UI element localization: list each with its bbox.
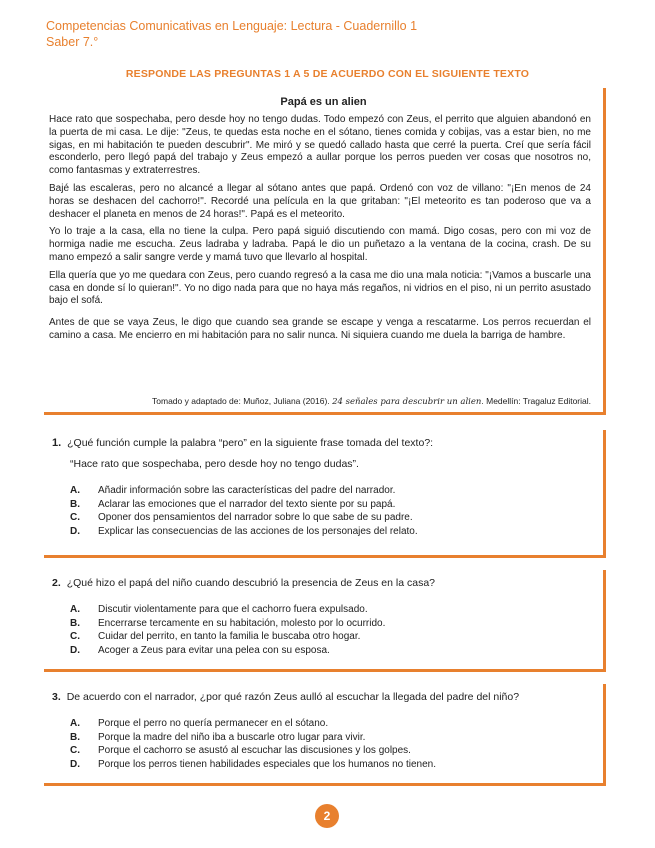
reading-paragraph-5: Antes de que se vaya Zeus, le digo que cuando sea grande se escape y venga a rescatarme. Los perros recuerdan el camino a casa. Me encierro en mi habitación para no salir nunca. Ni siquiera cuando me duela la barriga de hambre. — [49, 317, 591, 341]
option-letter: D. — [70, 644, 80, 656]
option-2d[interactable] — [70, 644, 603, 658]
reading-paragraph-2: Bajé las escaleras, pero no alcancé a llegar al sótano antes que papá. Ordenó con voz de villano: "¡En menos de 24 horas se deshacen del cachorro!". Recordé una película en la que gritaban: "¡El meteorito es tan poderoso que va a deshacer el planeta en menos de 24 horas!". Papá es el meteorito. — [49, 182, 591, 220]
option-letter: A. — [70, 604, 80, 615]
option-text: Porque los perros tienen habilidades especiales que los humanos no tienen. — [98, 758, 437, 770]
option-text: Añadir información sobre las características del padre del narrador. — [98, 485, 396, 496]
option-text: Discutir violentamente para que el cachorro fuera expulsado. — [98, 604, 368, 615]
option-text: Explicar las consecuencias de las acciones de los personajes del relato. — [98, 525, 418, 537]
option-letter: B. — [70, 498, 80, 510]
option-text: Cuidar del perrito, en tanto la familia le buscaba otro hogar. — [98, 631, 361, 642]
question-3-prompt: De acuerdo con el narrador, ¿por qué razón Zeus aulló al escuchar la llegada del padre del niño? — [66, 691, 520, 703]
question-1-box — [44, 430, 606, 558]
header-grade: Saber 7.° — [46, 35, 99, 49]
reading-paragraph-4: Ella quería que yo me quedara con Zeus, pero cuando regresó a la casa me dio una mala noticia: "¡Vamos a buscarle una casa en donde sí lo quieran!". Yo no digo nada para que no haya más regaños, ni vidrios en el piso, ni un perrito asustado bajo el sofá. — [49, 269, 591, 307]
source-prefix: Tomado y adaptado de: Muñoz, Juliana (2016). — [152, 396, 333, 406]
option-1d[interactable] — [70, 525, 603, 539]
question-2-options — [44, 603, 603, 657]
header-title: Competencias Comunicativas en Lenguaje: Lectura - Cuadernillo 1 — [46, 19, 418, 33]
option-3d[interactable] — [70, 758, 603, 772]
question-1-text — [52, 436, 595, 450]
reading-paragraph-1: Hace rato que sospechaba, pero desde hoy no tengo dudas. Todo empezó con Zeus, el perrito que alguien abandonó en la puerta de mi casa. Le dije: "Zeus, te quedas esta noche en el sótano, tienes comida y cobijas, vas a estar bien, no me sigas, en mi habitación te pueden descubrir". Me miró y se quedó callado hasta que cerré la puerta. Creí que sería fácil esconderlo, pero llegó papá del trabajo y Zeus empezó a aullar porque los perros pueden ver cosas que nosotros no, como fantasmas y extraterrestres. — [49, 114, 591, 177]
option-2c[interactable] — [70, 630, 603, 644]
option-2a[interactable] — [70, 603, 603, 617]
question-3-number: 3. — [52, 691, 61, 703]
option-1b[interactable] — [70, 498, 603, 512]
reading-title: Papá es un alien — [280, 96, 367, 108]
option-text: Oponer dos pensamientos del narrador sobre lo que sabe de su padre. — [98, 512, 413, 523]
question-2-box — [44, 570, 606, 672]
option-letter: A. — [70, 485, 80, 496]
option-letter: C. — [70, 512, 80, 523]
question-3-text — [52, 690, 595, 704]
option-text: Porque la madre del niño iba a buscarle otro lugar para vivir. — [98, 731, 366, 743]
question-1-options — [44, 484, 603, 538]
option-2b[interactable] — [70, 617, 603, 631]
option-3c[interactable] — [70, 744, 603, 758]
reading-source — [152, 396, 591, 407]
option-letter: D. — [70, 758, 80, 770]
option-1a[interactable] — [70, 484, 603, 498]
reading-box — [44, 88, 606, 415]
option-3a[interactable] — [70, 717, 603, 731]
option-letter: C. — [70, 631, 80, 642]
source-suffix: . Medellín: Tragaluz Editorial. — [481, 396, 591, 406]
option-text: Porque el perro no quería permanecer en el sótano. — [98, 718, 329, 729]
question-1-quote: “Hace rato que sospechaba, pero desde hoy no tengo dudas”. — [70, 458, 359, 470]
question-3-options — [44, 717, 603, 771]
option-text: Porque el cachorro se asustó al escuchar las discusiones y los golpes. — [98, 745, 411, 756]
option-text: Acoger a Zeus para evitar una pelea con su esposa. — [98, 644, 330, 656]
question-1-prompt: ¿Qué función cumple la palabra “pero” en la siguiente frase tomada del texto?: — [67, 437, 434, 449]
page-number-badge: 2 — [315, 804, 339, 828]
option-letter: C. — [70, 745, 80, 756]
page-header — [46, 18, 417, 50]
question-2-number: 2. — [52, 577, 61, 589]
option-text: Aclarar las emociones que el narrador del texto siente por su papá. — [98, 498, 396, 510]
question-3-box — [44, 684, 606, 786]
option-3b[interactable] — [70, 731, 603, 745]
option-letter: B. — [70, 617, 80, 629]
instruction-heading: RESPONDE LAS PREGUNTAS 1 A 5 DE ACUERDO CON EL SIGUIENTE TEXTO — [125, 68, 530, 80]
source-book-title: 24 señales para descubrir un alien — [332, 397, 482, 407]
question-2-prompt: ¿Qué hizo el papá del niño cuando descubrió la presencia de Zeus en la casa? — [66, 577, 436, 589]
option-letter: D. — [70, 525, 80, 537]
question-1-number: 1. — [52, 437, 62, 449]
option-letter: B. — [70, 731, 80, 743]
question-2-text — [52, 576, 595, 590]
reading-paragraph-3: Yo lo traje a la casa, ella no tiene la culpa. Pero papá siguió discutiendo con mamá. Digo cosas, pero con mi voz de hormiga nadie me escucha. Zeus ladraba y ladraba. Papá le dio un puñetazo a la ventana de la cocina, crash. De su mano empezó a salir sangre verde y mamá tuvo que llevarlo al hospital. — [49, 226, 591, 263]
option-letter: A. — [70, 718, 80, 729]
option-1c[interactable] — [70, 511, 603, 525]
option-text: Encerrarse tercamente en su habitación, molesto por lo ocurrido. — [98, 617, 386, 629]
